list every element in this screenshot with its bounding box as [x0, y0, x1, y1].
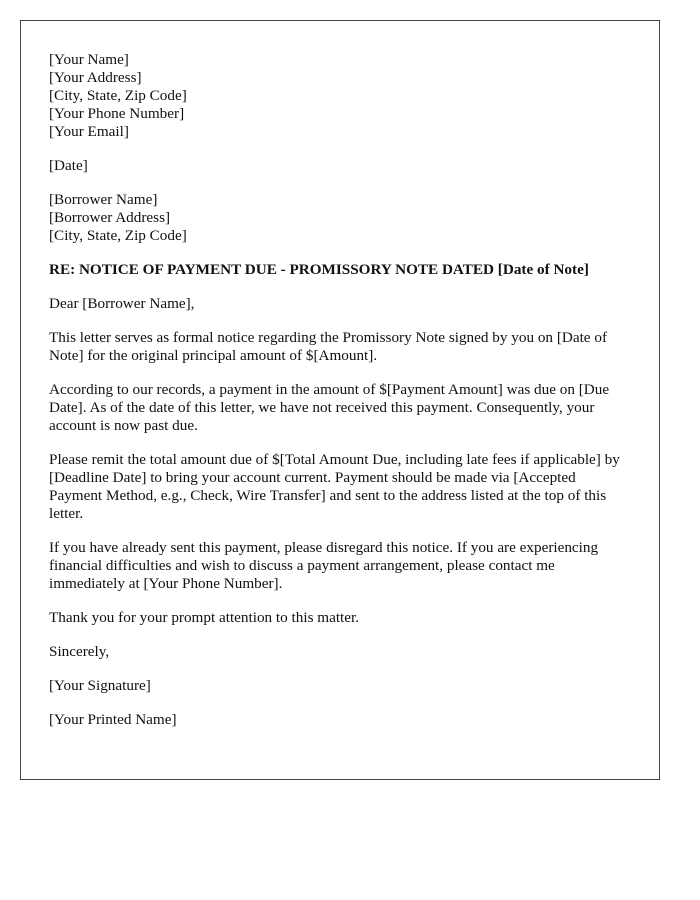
body-paragraph-3: Please remit the total amount due of $[Total Amount Due, including late fees if applicable] by [Deadline Date] to bring your account current. Payment should be made via [Accepted Payment Method, e.g., Check, Wire Transfer] and sent to the address listed at the top of this letter.: [49, 451, 620, 522]
sender-phone: [Your Phone Number]: [49, 105, 185, 122]
body-paragraph-2: According to our records, a payment in the amount of $[Payment Amount] was due on [Due Date]. As of the date of this letter, we have not received this payment. Consequently, your account is now past due.: [49, 381, 610, 434]
subject-line: RE: NOTICE OF PAYMENT DUE - PROMISSORY NOTE DATED [Date of Note]: [49, 261, 589, 278]
body-paragraph-4: If you have already sent this payment, please disregard this notice. If you are experiencing financial difficulties and wish to discuss a payment arrangement, please contact me immediately at [Your Phone Number].: [49, 539, 599, 592]
recipient-name: [Borrower Name]: [49, 191, 158, 208]
letter-date: [Date]: [49, 157, 88, 174]
sender-block: [49, 51, 631, 141]
recipient-city-state-zip: [City, State, Zip Code]: [49, 227, 187, 244]
sender-name: [Your Name]: [49, 51, 129, 68]
printed-name: [Your Printed Name]: [49, 711, 177, 728]
recipient-address: [Borrower Address]: [49, 209, 171, 226]
sender-address: [Your Address]: [49, 69, 142, 86]
body-paragraph-5: Thank you for your prompt attention to this matter.: [49, 609, 360, 626]
sender-email: [Your Email]: [49, 123, 129, 140]
sender-city-state-zip: [City, State, Zip Code]: [49, 87, 187, 104]
recipient-block: [49, 191, 631, 245]
closing: Sincerely,: [49, 643, 110, 660]
salutation: Dear [Borrower Name],: [49, 295, 195, 312]
signature-placeholder: [Your Signature]: [49, 677, 151, 694]
letter-page: [20, 20, 660, 780]
body-paragraph-1: This letter serves as formal notice regarding the Promissory Note signed by you on [Date of Note] for the original principal amount of $[Amount].: [49, 329, 607, 364]
